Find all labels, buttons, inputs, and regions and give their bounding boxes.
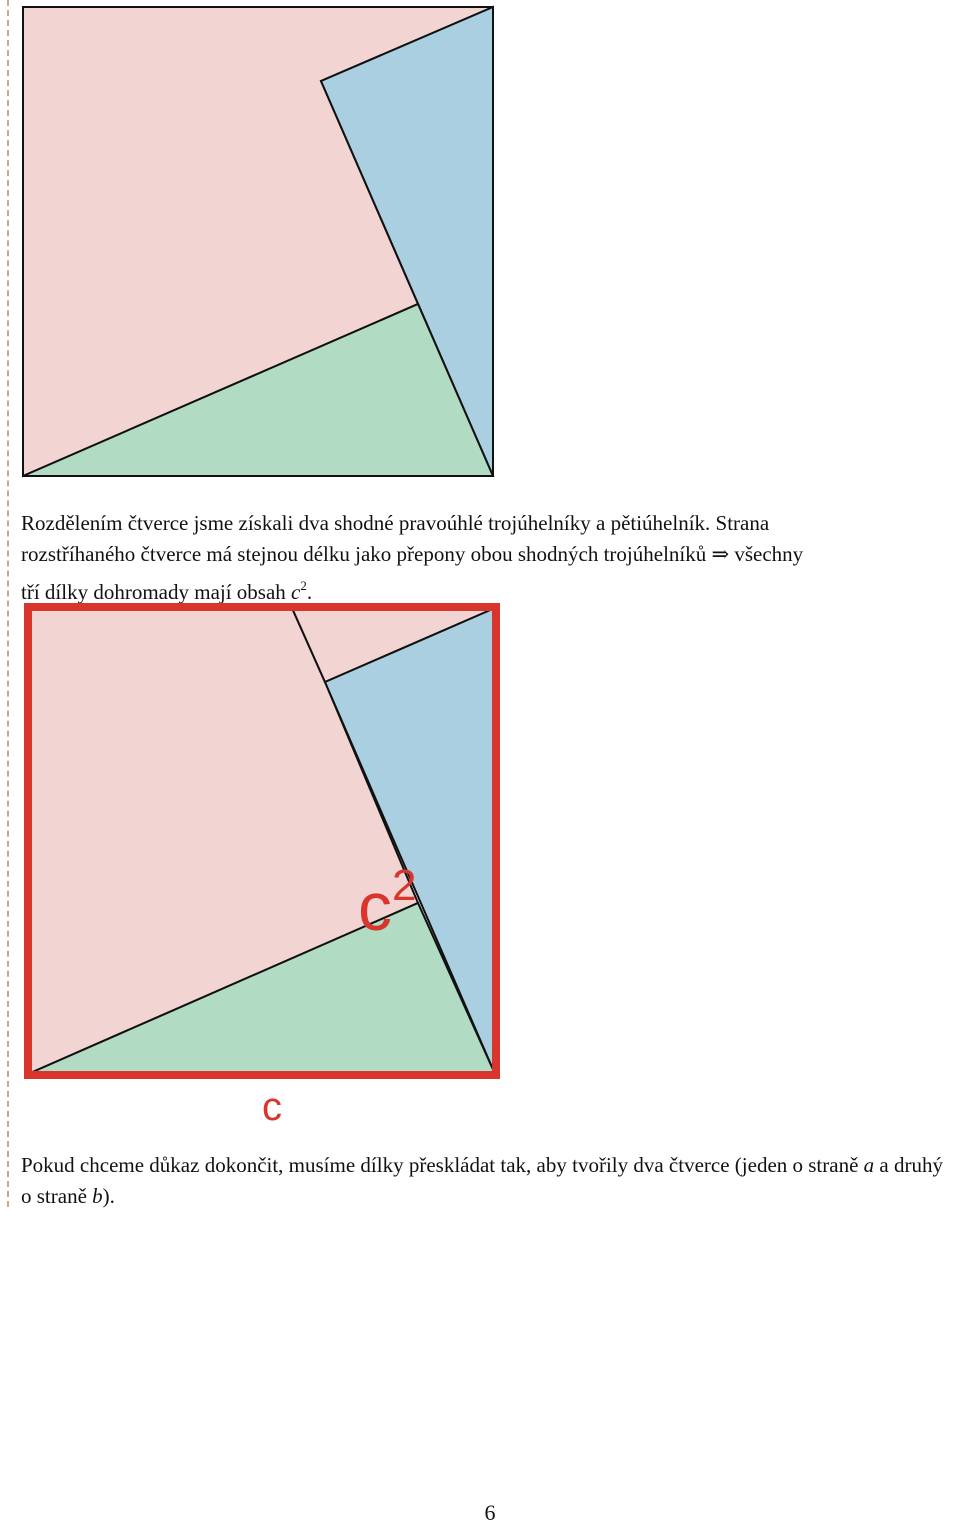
figure-dissection: [0, 0, 960, 480]
paragraph1-line2: rozstříhaného čtverce má stejnou délku jako přepony obou shodných trojúhelníků: [21, 542, 707, 566]
area-label-exponent: 2: [392, 861, 417, 910]
math-a: a: [863, 1153, 875, 1177]
math-b: b: [92, 1184, 103, 1208]
page-number: 6: [484, 1500, 496, 1525]
paragraph1-period: .: [306, 580, 313, 604]
paragraph1-line1: Rozdělením čtverce jsme získali dva shodné pravoúhlé trojúhelníky a pětiúhelník. Strana: [21, 511, 770, 535]
paragraph2-text: Pokud chceme důkaz dokončit, musíme dílky přeskládat tak, aby tvořily dva čtverce (jeden o straně: [21, 1153, 859, 1177]
c-square-svg: [0, 600, 960, 1140]
paragraph2-end: ).: [102, 1184, 115, 1208]
implies-symbol: ⇒: [711, 542, 730, 566]
paragraph-conclusion: [21, 1150, 956, 1212]
figure-c-square: [0, 600, 960, 1140]
area-label: $c^2$: [358, 861, 417, 945]
paragraph2-text2: a druhý o straně: [21, 1153, 943, 1208]
side-label: c: [262, 1085, 282, 1129]
paragraph1-line2-end: všechny: [734, 542, 804, 566]
paragraph-explanation: [21, 508, 956, 608]
paragraph1-line3: tří dílky dohromady mají obsah: [21, 580, 286, 604]
dissection-svg: [0, 0, 960, 480]
math-exponent: 2: [300, 578, 307, 593]
math-c: c: [291, 580, 301, 604]
